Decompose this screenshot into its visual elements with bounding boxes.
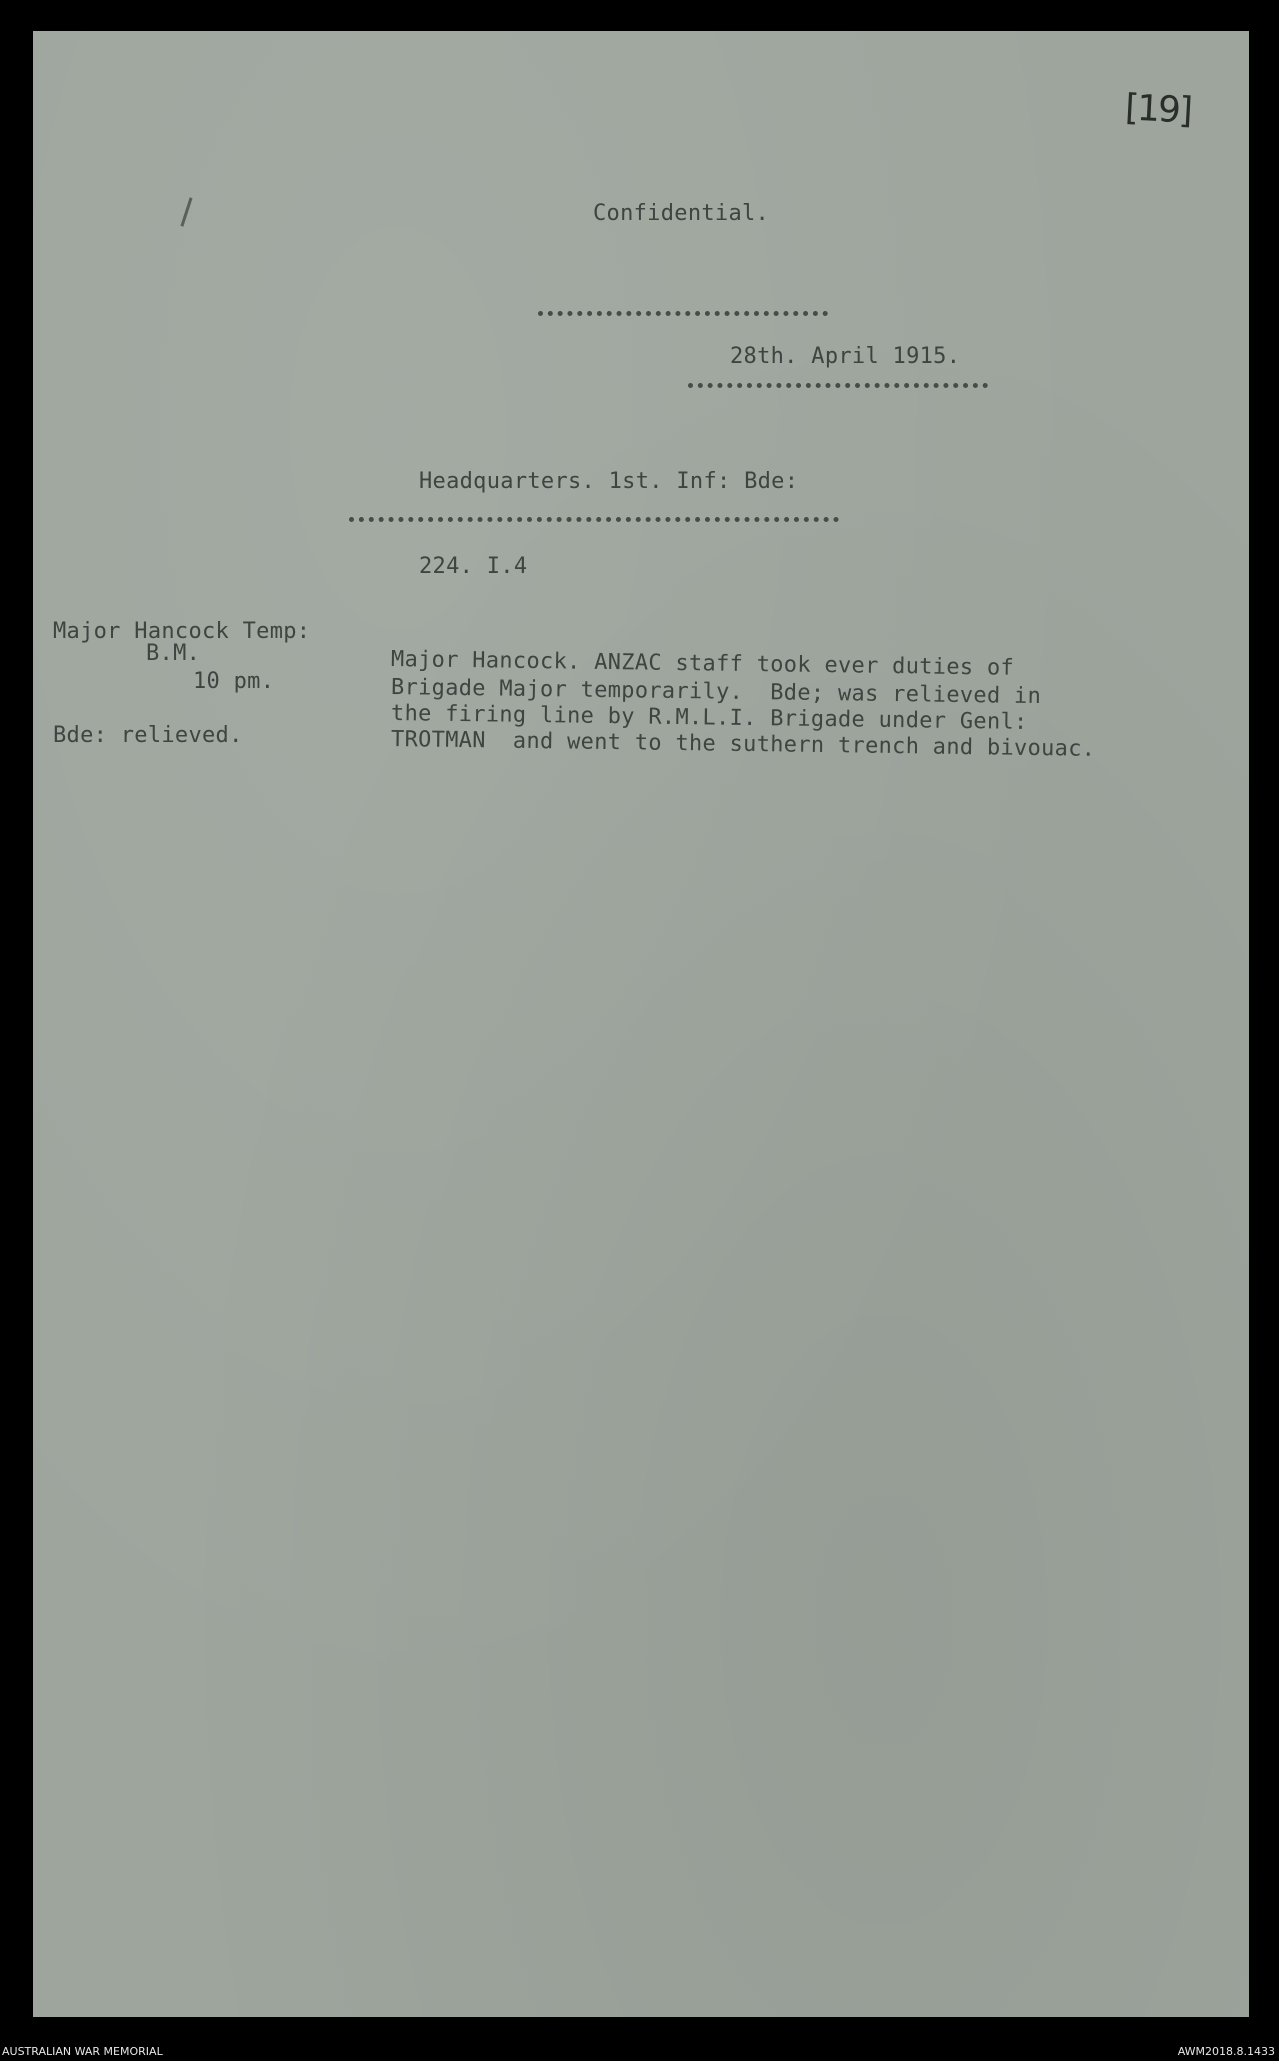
folio-number: [19] xyxy=(1123,87,1192,132)
unit-dotted-underline xyxy=(349,517,839,522)
footer-institution: AUSTRALIAN WAR MEMORIAL xyxy=(2,2045,163,2058)
document-heading: Confidential. xyxy=(593,201,770,226)
body-line: TROTMAN and went to the suthern trench and bivouac. xyxy=(390,727,1096,762)
heading-dotted-underline xyxy=(538,311,828,316)
body-line: the firing line by R.M.L.I. Brigade under Genl: xyxy=(390,701,1028,735)
document-date: 28th. April 1915. xyxy=(730,344,961,369)
reference-number: 224. I.4 xyxy=(419,554,528,579)
margin-note: Bde: relieved. xyxy=(53,723,243,748)
margin-note: B.M. xyxy=(146,641,201,666)
body-line: Brigade Major temporarily. Bde; was relieved in xyxy=(390,675,1042,710)
body-line: Major Hancock. ANZAC staff took ever duties of xyxy=(390,647,1015,681)
footer-accession-number: AWM2018.8.1433 xyxy=(1177,2045,1275,2058)
pencil-tick-mark xyxy=(180,197,192,226)
document-page xyxy=(33,31,1249,2017)
margin-note: Major Hancock Temp: xyxy=(53,619,311,644)
margin-note: 10 pm. xyxy=(193,669,275,694)
unit-heading: Headquarters. 1st. Inf: Bde: xyxy=(419,469,799,494)
date-dotted-underline xyxy=(688,383,988,388)
